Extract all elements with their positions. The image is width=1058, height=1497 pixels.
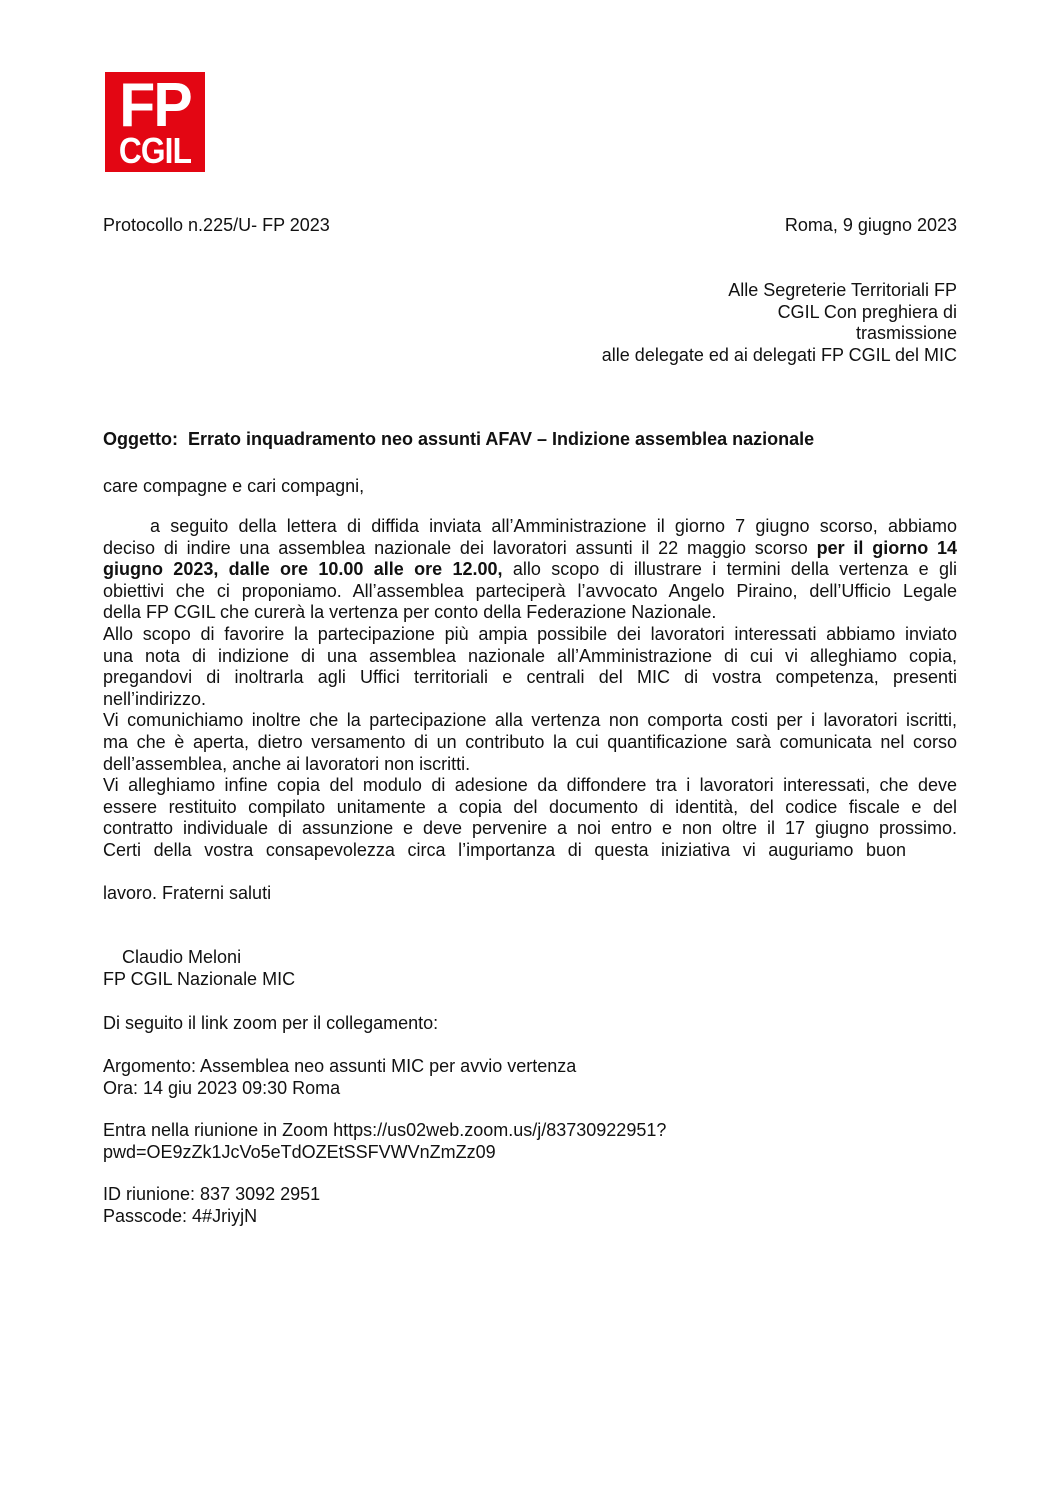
protocol-number: Protocollo n.225/U- FP 2023 (103, 215, 330, 235)
body-line: essere restituito compilato unitamente a copia del documento di identità, del codice fiscale e del (103, 796, 957, 817)
body-line: Vi comunichiamo inoltre che la partecipazione alla vertenza non comporta costi per i lavoratori iscritti, (103, 710, 957, 731)
body-line: dell’assemblea, anche ai lavoratori non iscritti. (103, 753, 471, 774)
recipient-line: CGIL Con preghiera di (777, 301, 957, 322)
body-line: pregandovi di inoltrarla agli Uffici territoriali e centrali del MIC di vostra competenza, presenti (103, 667, 957, 688)
signatory-role: FP CGIL Nazionale MIC (103, 969, 296, 989)
body-line: a seguito della lettera di diffida inviata all’Amministrazione il giorno 7 giugno scorso, abbiamo (150, 516, 957, 536)
body-line: della FP CGIL che curerà la vertenza per conto della Federazione Nazionale. (103, 602, 717, 623)
zoom-join-link: Entra nella riunione in Zoom https://us02web.zoom.us/j/83730922951? (103, 1120, 667, 1140)
place-date: Roma, 9 giugno 2023 (784, 215, 957, 235)
body-line: Vi alleghiamo infine copia del modulo di adesione da diffondere tra i lavoratori interessati, che deve (103, 775, 957, 796)
body-line: contratto individuale di assunzione e deve pervenire a noi entro e non oltre il 17 giugno prossimo. (103, 818, 957, 839)
greeting: care compagne e cari compagni, (103, 476, 365, 496)
recipient-line: alle delegate ed ai delegati FP CGIL del MIC (601, 344, 957, 365)
body-line: ma che è aperta, dietro versamento di un contributo la cui quantificazione sarà comunicata nel corso (103, 731, 957, 752)
body-line: obiettivi che ci proponiamo. All’assemblea parteciperà l’avvocato Angelo Piraino, dell’Ufficio Legale (103, 580, 957, 601)
subject-line: Oggetto: Errato inquadramento neo assunti AFAV – Indizione assemblea nazionale (103, 429, 815, 449)
body-line (103, 538, 957, 560)
body-line: Certi della vostra consapevolezza circa l’importanza di questa iniziativa vi auguriamo buon (103, 839, 906, 860)
body-line: nell’indirizzo. (103, 688, 207, 709)
zoom-topic: Argomento: Assemblea neo assunti MIC per avvio vertenza (103, 1056, 577, 1076)
body-line: Allo scopo di favorire la partecipazione più ampia possibile dei lavoratori interessati abbiamo inviato (103, 623, 957, 644)
body-line (103, 559, 957, 581)
zoom-join-link-pwd: pwd=OE9zZk1JcVo5eTdOZEtSSFVWVnZmZz09 (103, 1141, 496, 1162)
zoom-meeting-id: ID riunione: 837 3092 2951 (103, 1184, 321, 1204)
body-line: una nota di indizione di una assemblea nazionale all’Amministrazione di cui vi alleghiamo copia, (103, 645, 957, 666)
body-line-text: deciso di indire una assemblea nazionale dei lavoratori assunti il 22 maggio scorso (103, 537, 808, 558)
body-line-text: allo scopo di illustrare i termini della vertenza e gli (512, 559, 957, 580)
letter-body (103, 516, 957, 862)
logo-fp-text: FP (119, 72, 191, 140)
zoom-time: Ora: 14 giu 2023 09:30 Roma (103, 1077, 341, 1098)
signatory-name: Claudio Meloni (122, 947, 242, 967)
logo-cgil-text: CGIL (118, 130, 192, 171)
zoom-intro: Di seguito il link zoom per il collegamento: (103, 1013, 439, 1033)
fp-cgil-logo (105, 72, 205, 172)
meeting-time-highlight: giugno 2023, dalle ore 10.00 alle ore 12.00, (103, 559, 503, 580)
zoom-passcode: Passcode: 4#JriyjN (103, 1205, 258, 1226)
meeting-date-highlight: per il giorno 14 (816, 537, 957, 558)
recipients-block (602, 280, 957, 366)
recipient-line: trasmissione (855, 323, 957, 344)
recipient-line: Alle Segreterie Territoriali FP (728, 280, 957, 300)
closing-salutation: lavoro. Fraterni saluti (103, 883, 272, 903)
